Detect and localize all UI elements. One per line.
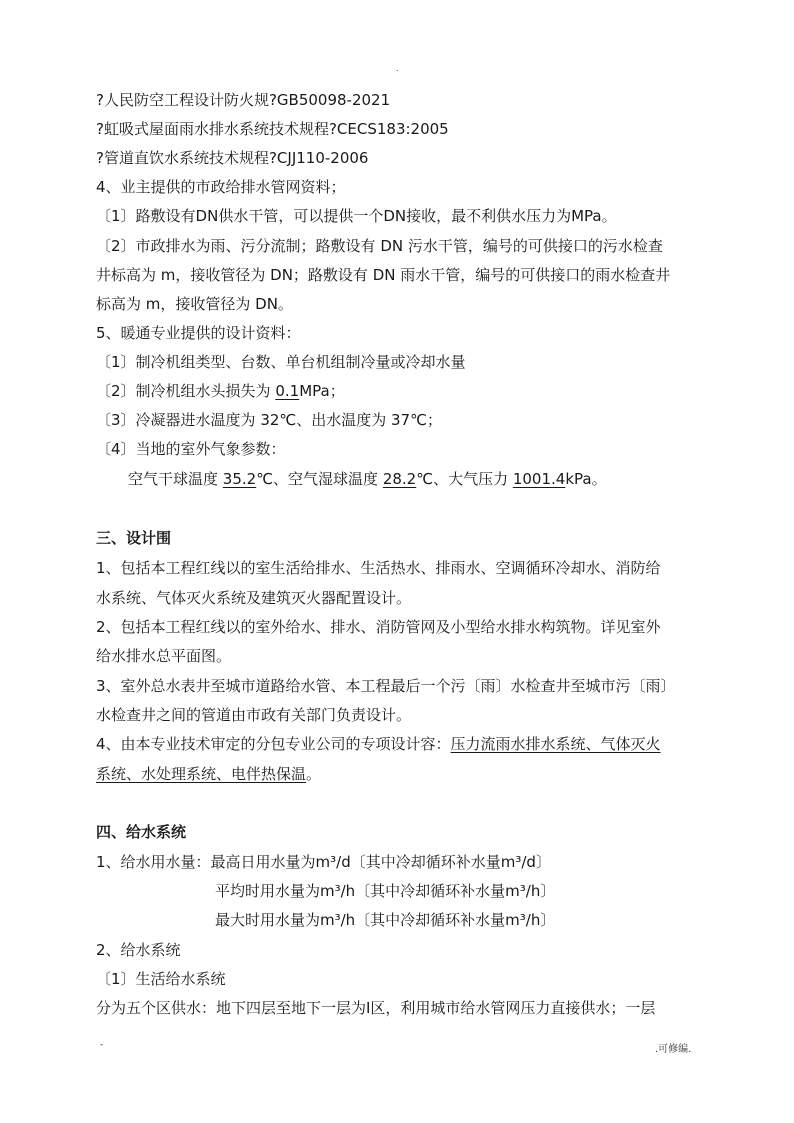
text-line: 〔4〕当地的室外气象参数： bbox=[96, 440, 286, 458]
text-segment: MPa； bbox=[299, 382, 345, 400]
text-line bbox=[96, 380, 706, 402]
text-segment: 〔2〕制冷机组水头损失为 bbox=[96, 382, 276, 400]
text-line bbox=[96, 763, 706, 785]
text-segment: ℃、大气压力 bbox=[416, 470, 513, 488]
section-heading: 四、给水系统 bbox=[96, 823, 187, 841]
standard-ref-line: ?虹吸式屋面雨水排水系统技术规程?CECS183:2005 bbox=[96, 120, 449, 138]
text-segment: 4、由本专业技术审定的分包专业公司的专项设计容： bbox=[96, 735, 451, 753]
text-line: 分为五个区供水：地下四层至地下一层为Ⅰ区，利用城市给水管网压力直接供水；一层 bbox=[96, 999, 656, 1017]
text-line bbox=[96, 733, 706, 755]
underlined-value: 1001.4 bbox=[512, 470, 566, 488]
standard-ref-line: ?人民防空工程设计防火规?GB50098-2021 bbox=[96, 91, 391, 109]
underlined-text: 压力流雨水排水系统、气体灭火 bbox=[450, 735, 661, 753]
text-line: 1、包括本工程红线以的室生活给排水、生活热水、排雨水、空调循环冷却水、消防给 bbox=[96, 559, 661, 577]
footer-note: .可修编. bbox=[655, 1044, 692, 1055]
text-line: 给水排水总平面图。 bbox=[96, 647, 232, 665]
text-line: 〔1〕路敷设有DN供水干管，可以提供一个DN接收，最不利供水压力为MPa。 bbox=[96, 207, 617, 225]
text-segment: 。 bbox=[306, 765, 322, 783]
text-line: 〔1〕生活给水系统 bbox=[96, 970, 226, 988]
text-line: 1、给水用水量：最高日用水量为m³/d〔其中冷却循环补水量m³/d〕 bbox=[96, 853, 551, 871]
section-heading: 三、设计围 bbox=[96, 529, 172, 547]
header-mark: . bbox=[396, 64, 399, 73]
text-line: 〔1〕制冷机组类型、台数、单台机组制冷量或冷却水量 bbox=[96, 353, 466, 371]
standard-ref-line: ?管道直饮水系统技术规程?CJJ110-2006 bbox=[96, 149, 369, 167]
text-line: 〔2〕市政排水为雨、污分流制；路敷设有 DN 污水干管，编号的可供接口的污水检查 bbox=[96, 237, 663, 255]
text-line: 〔3〕冷凝器进水温度为 32℃、出水温度为 37℃； bbox=[96, 411, 442, 429]
text-line: 最大时用水量为m³/h〔其中冷却循环补水量m³/h〕 bbox=[215, 911, 556, 929]
text-segment: kPa。 bbox=[565, 470, 607, 488]
text-segment: 空气干球温度 bbox=[128, 470, 223, 488]
text-line: 平均时用水量为m³/h〔其中冷却循环补水量m³/h〕 bbox=[215, 882, 556, 900]
underlined-value: 35.2 bbox=[222, 470, 257, 488]
text-line: 4、业主提供的市政给排水管网资料； bbox=[96, 178, 346, 196]
text-line: 2、包括本工程红线以的室外给水、排水、消防管网及小型给水排水构筑物。详见室外 bbox=[96, 618, 661, 636]
text-line: 水检查井之间的管道由市政有关部门负责设计。 bbox=[96, 706, 412, 724]
underlined-text: 系统、水处理系统、电伴热保温 bbox=[96, 765, 307, 783]
text-line: 水系统、气体灭火系统及建筑灭火器配置设计。 bbox=[96, 589, 412, 607]
text-line: 井标高为 m，接收管径为 DN；路敷设有 DN 雨水干管，编号的可供接口的雨水检查井 bbox=[96, 266, 671, 284]
text-line: 3、室外总水表井至城市道路给水管、本工程最后一个污〔雨〕水检查井至城市污〔雨〕 bbox=[96, 677, 676, 695]
text-line bbox=[128, 468, 738, 490]
text-segment: ℃、空气湿球温度 bbox=[256, 470, 383, 488]
text-line: 标高为 m，接收管径为 DN。 bbox=[96, 295, 293, 313]
underlined-value: 28.2 bbox=[382, 470, 417, 488]
text-line: 5、暖通专业提供的设计资料： bbox=[96, 324, 301, 342]
text-line: 2、给水系统 bbox=[96, 941, 181, 959]
footer-left-mark: - bbox=[100, 1040, 104, 1050]
underlined-value: 0.1 bbox=[275, 382, 300, 400]
